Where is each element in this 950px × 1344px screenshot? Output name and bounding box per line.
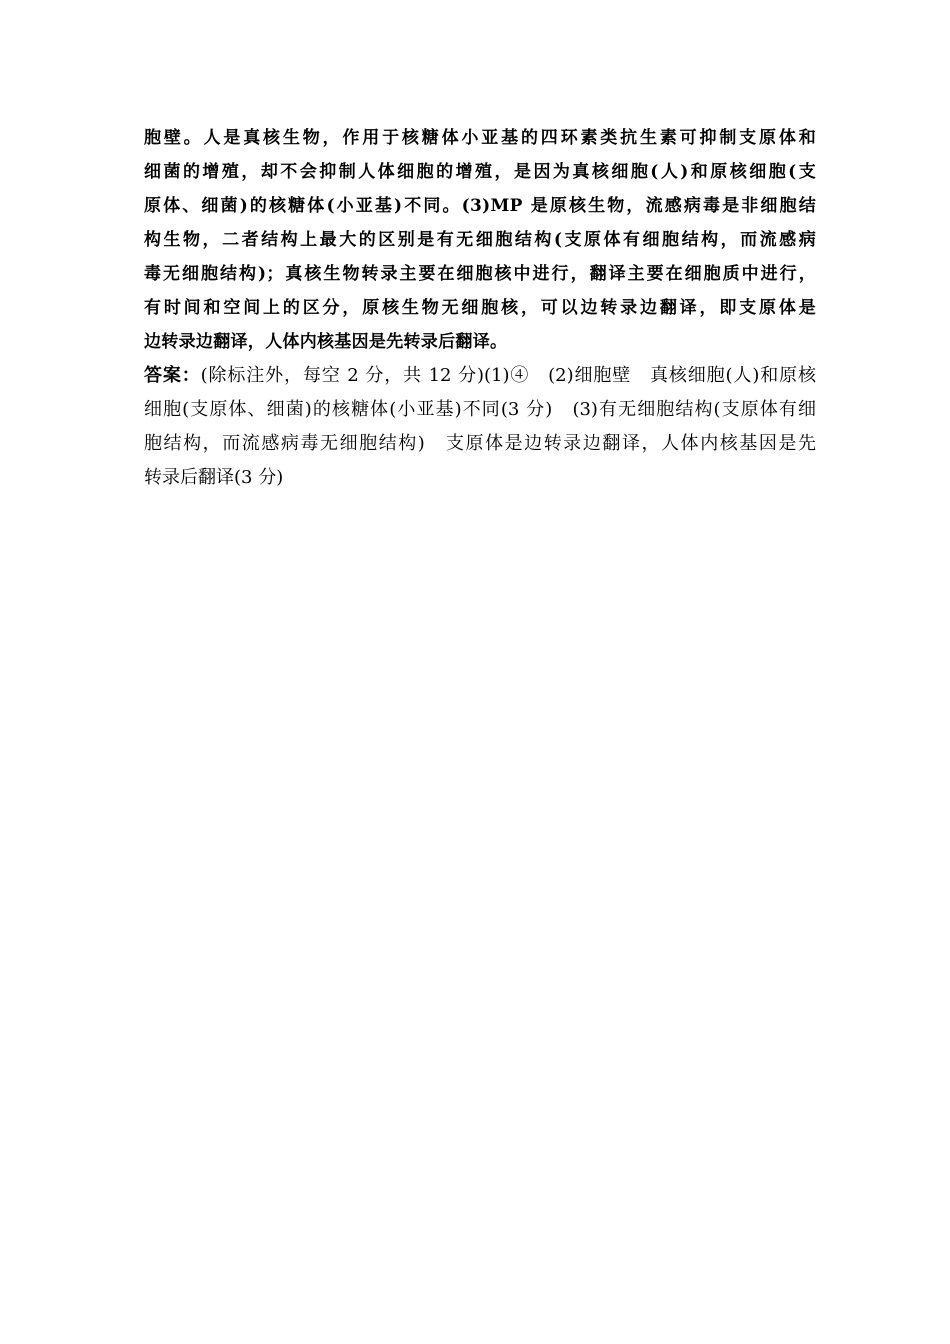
- answer-paragraph: [144, 359, 816, 495]
- explanation-line: 有时间和空间上的区分，原核生物无细胞核，可以边转录边翻译，即支原体是: [144, 298, 816, 318]
- answer-line-text: (除标注外，每空 2 分，共 12 分)(1)④ (2)细胞壁 真核细胞(人)和原核: [200, 365, 816, 386]
- explanation-line: 边转录边翻译，人体内核基因是先转录后翻译。: [144, 332, 508, 352]
- explanation-line: 胞壁。人是真核生物，作用于核糖体小亚基的四环素类抗生素可抑制支原体和: [144, 128, 816, 148]
- explanation-paragraph: [144, 121, 816, 359]
- explanation-line: 细菌的增殖，却不会抑制人体细胞的增殖，是因为真核细胞(人)和原核细胞(支: [144, 162, 816, 182]
- answer-line: 转录后翻译(3 分): [144, 467, 284, 488]
- explanation-line: 毒无细胞结构)；真核生物转录主要在细胞核中进行，翻译主要在细胞质中进行，: [144, 264, 816, 284]
- page-content: [144, 121, 816, 495]
- answer-line: 胞结构，而流感病毒无细胞结构) 支原体是边转录边翻译，人体内核基因是先: [144, 433, 816, 454]
- explanation-line: 原体、细菌)的核糖体(小亚基)不同。(3)MP 是原核生物，流感病毒是非细胞结: [144, 196, 816, 216]
- answer-line: 细胞(支原体、细菌)的核糖体(小亚基)不同(3 分) (3)有无细胞结构(支原体有细: [144, 399, 816, 420]
- explanation-line: 构生物，二者结构上最大的区别是有无细胞结构(支原体有细胞结构，而流感病: [144, 230, 816, 250]
- answer-label: 答案：: [144, 365, 201, 386]
- answer-line: [144, 359, 816, 393]
